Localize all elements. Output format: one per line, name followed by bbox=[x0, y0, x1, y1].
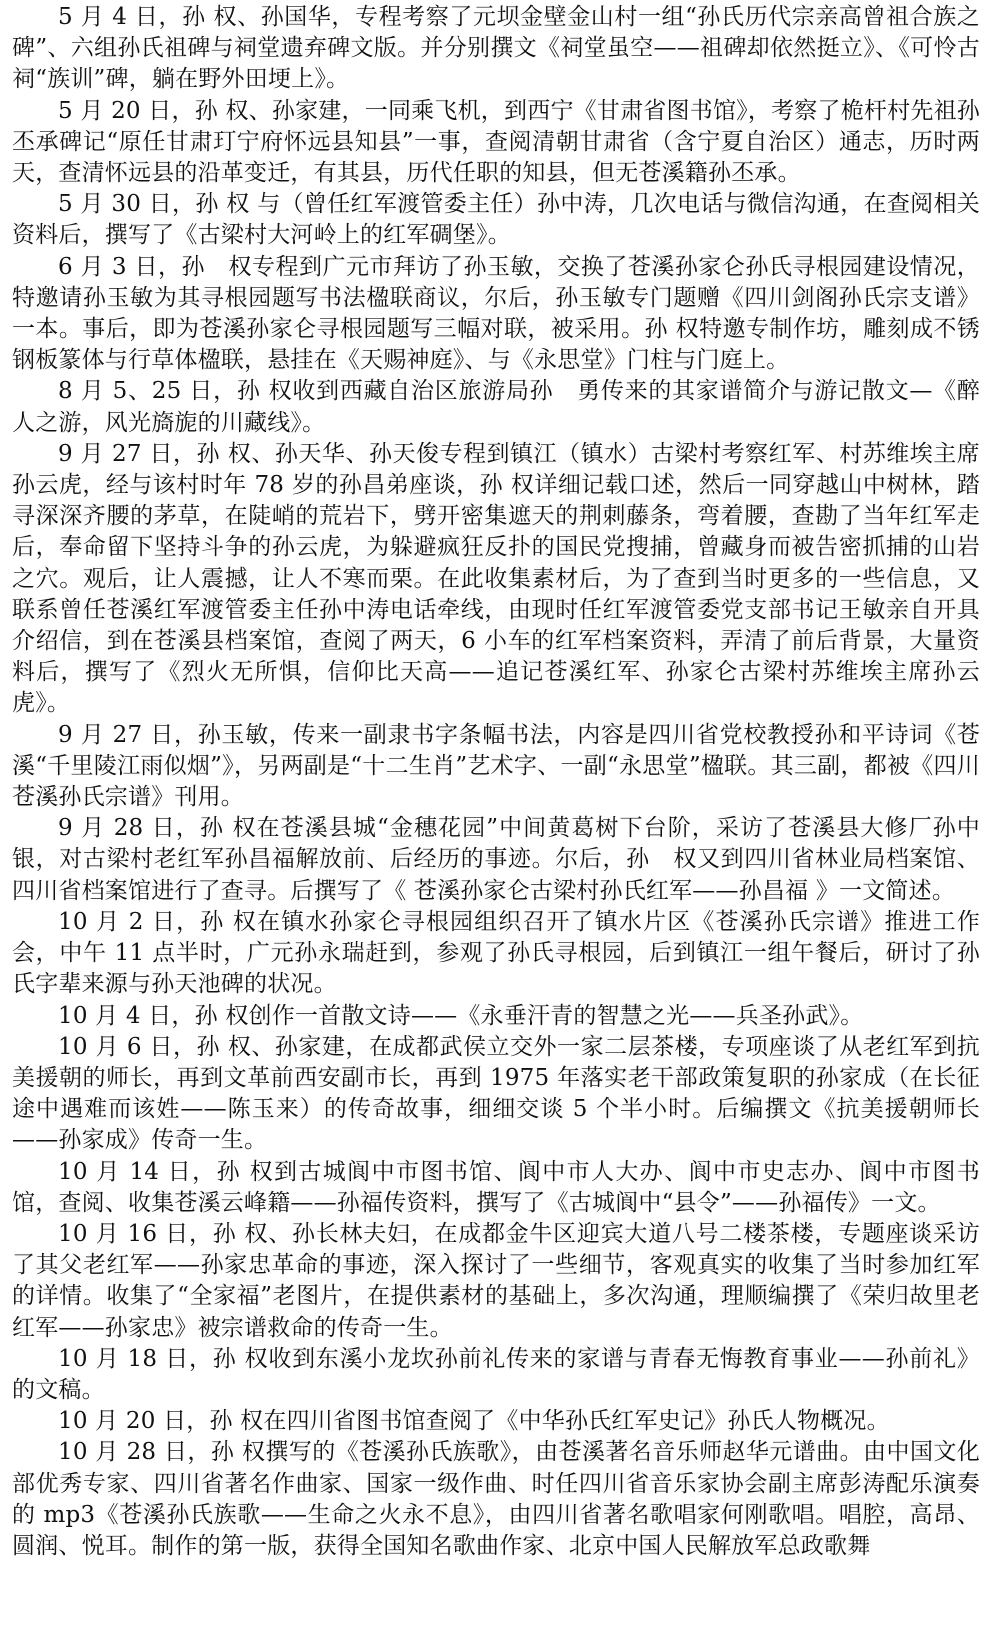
entry-oct-28: 10 月 28 日，孙 权撰写的《苍溪孙氏族歌》，由苍溪著名音乐师赵华元谱曲。由中国文化部优秀专家、四川省著名作曲家、国家一级作曲、时任四川省音乐家协会副主席彭涛配乐演奏的 mp3《苍溪孙氏族歌——生命之火永不息》，由四川省著名歌唱家何刚歌唱。唱腔，高昂、圆润、悦耳。制作的第一版，获得全国知名歌曲作家、北京中国人民解放军总政歌舞 bbox=[12, 1439, 980, 1559]
entry-oct-18: 10 月 18 日，孙 权收到东溪小龙坎孙前礼传来的家谱与青春无悔教育事业——孙前礼》的文稿。 bbox=[12, 1345, 980, 1403]
entry-sep-27-a: 9 月 27 日，孙 权、孙天华、孙天俊专程到镇江（镇水）古梁村考察红军、村苏维埃主席孙云虎，经与该村时年 78 岁的孙昌弟座谈，孙 权详细记载口述，然后一同穿越山中树林，踏寻深深齐腰的茅草，在陡峭的荒岩下，劈开密集遮天的荆刺藤条，弯着腰，查勘了当年红军走后，奉命留下坚持斗争的孙云虎，为躲避疯狂反扑的国民党搜捕，曾藏身而被告密抓捕的山岩之穴。观后，让人震撼，让人不寒而栗。在此收集素材后，为了查到当时更多的一些信息，又联系曾任苍溪红军渡管委主任孙中涛电话牵线，由现时任红军渡管委党支部书记王敏亲自开具介绍信，到在苍溪县档案馆，查阅了两天，6 小车的红军档案资料，弄清了前后背景，大量资料后，撰写了《烈火无所惧，信仰比天高——追记苍溪红军、孙家仑古梁村苏维埃主席孙云虎》。 bbox=[12, 440, 980, 717]
entry-may-4: 5 月 4 日，孙 权、孙国华，专程考察了元坝金壁金山村一组“孙氏历代宗亲高曾祖合族之碑”、六组孙氏祖碑与祠堂遗弃碑文版。并分别撰文《祠堂虽空——祖碑却依然挺立》、《可怜古祠“族训”碑，躺在野外田埂上》。 bbox=[12, 4, 980, 93]
entry-may-30: 5 月 30 日，孙 权 与（曾任红军渡管委主任）孙中涛，几次电话与微信沟通，在查阅相关资料后，撰写了《古梁村大河岭上的红军碉堡》。 bbox=[12, 191, 980, 249]
entry-may-20: 5 月 20 日，孙 权、孙家建，一同乘飞机，到西宁《甘肃省图书馆》，考察了桅杆村先祖孙丕承碑记“原任甘肃玎宁府怀远县知县”一事，查阅清朝甘肃省（含宁夏自治区）通志，历时两天，查清怀远县的沿革变迁，有其县，历代任职的知县，但无苍溪籍孙丕承。 bbox=[12, 97, 980, 187]
entry-sep-28: 9 月 28 日，孙 权在苍溪县城“金穗花园”中间黄葛树下台阶，采访了苍溪县大修厂孙中银，对古梁村老红军孙昌福解放前、后经历的事迹。尔后，孙 权又到四川省林业局档案馆、四川省档案馆进行了查寻。后撰写了《 苍溪孙家仑古梁村孙氏红军——孙昌福 》一文简述。 bbox=[12, 815, 980, 904]
entry-sep-27-b: 9 月 27 日，孙玉敏，传来一副隶书字条幅书法，内容是四川省党校教授孙和平诗词《苍溪“千里陵江雨似烟”》，另两副是“十二生肖”艺术字、一副“永思堂”楹联。其三副，都被《四川苍溪孙氏宗谱》刊用。 bbox=[12, 721, 980, 811]
entry-jun-3: 6 月 3 日，孙 权专程到广元市拜访了孙玉敏，交换了苍溪孙家仑孙氏寻根园建设情况，特邀请孙玉敏为其寻根园题写书法楹联商议，尔后，孙玉敏专门题赠《四川剑阁孙氏宗支谱》一本。事后，即为苍溪孙家仑寻根园题写三幅对联，被采用。孙 权特邀专制作坊，雕刻成不锈钢板篆体与行草体楹联，悬挂在《天赐神庭》、与《永思堂》门柱与门庭上。 bbox=[12, 253, 980, 374]
entry-oct-14: 10 月 14 日，孙 权到古城阆中市图书馆、阆中市人大办、阆中市史志办、阆中市图书馆，查阅、收集苍溪云峰籍——孙福传资料，撰写了《古城阆中“县令”——孙福传》一文。 bbox=[12, 1158, 980, 1216]
entry-oct-4: 10 月 4 日，孙 权创作一首散文诗——《永垂汗青的智慧之光——兵圣孙武》。 bbox=[58, 1002, 864, 1029]
entry-oct-6: 10 月 6 日，孙 权、孙家建，在成都武侯立交外一家二层茶楼，专项座谈了从老红军到抗美援朝的师长，再到文革前西安副市长，再到 1975 年落实老干部政策复职的孙家成（在长征途中遇难而该姓——陈玉来）的传奇故事，细细交谈 5 个半小时。后编撰文《抗美援朝师长——孙家成》传奇一生。 bbox=[12, 1033, 980, 1154]
entry-oct-2: 10 月 2 日，孙 权在镇水孙家仑寻根园组织召开了镇水片区《苍溪孙氏宗谱》推进工作会，中午 11 点半时，广元孙永瑞赶到，参观了孙氏寻根园，后到镇江一组午餐后，研讨了孙氏字辈来源与孙天池碑的状况。 bbox=[12, 908, 980, 998]
entry-oct-16: 10 月 16 日，孙 权、孙长林夫妇，在成都金牛区迎宾大道八号二楼茶楼，专题座谈采访了其父老红军——孙家忠革命的事迹，深入探讨了一些细节，客观真实的收集了当时参加红军的详情。收集了“全家福”老图片，在提供素材的基础上，多次沟通，理顺编撰了《荣归故里老红军——孙家忠》被宗谱救命的传奇一生。 bbox=[12, 1220, 980, 1341]
entry-oct-20: 10 月 20 日，孙 权在四川省图书馆查阅了《中华孙氏红军史记》孙氏人物概况。 bbox=[58, 1408, 890, 1435]
entry-aug-5-25: 8 月 5、25 日，孙 权收到西藏自治区旅游局孙 勇传来的其家谱简介与游记散文—《醉人之游，风光旖旎的川藏线》。 bbox=[12, 378, 980, 436]
